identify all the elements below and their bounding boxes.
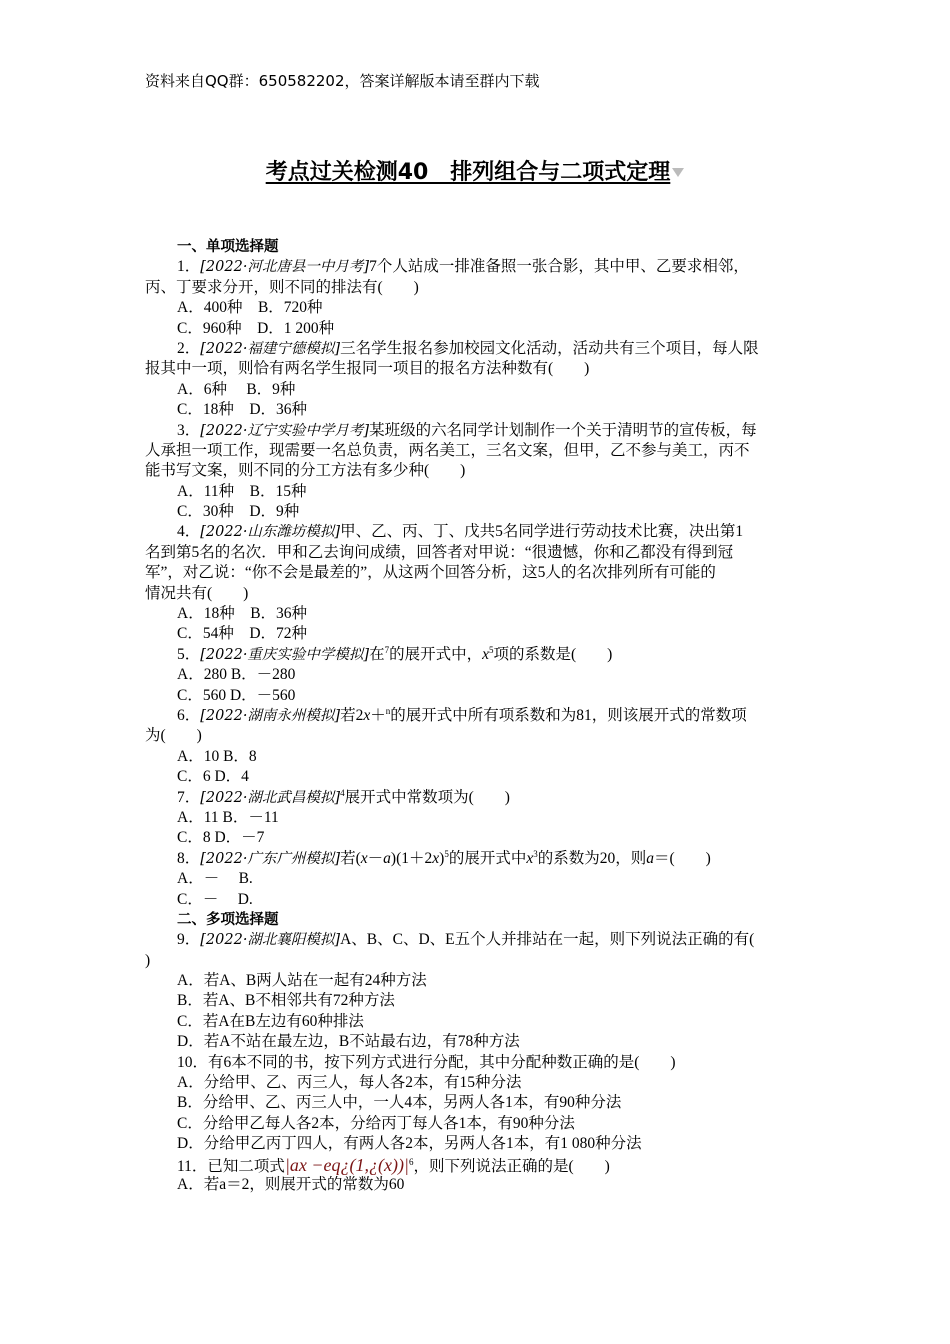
question-7 bbox=[145, 788, 807, 808]
option-line: C．960种 D．1 200种 bbox=[177, 319, 335, 337]
question-source: [2022·广东广州模拟] bbox=[200, 850, 341, 867]
option-line: C．30种 D．9种 bbox=[177, 503, 300, 521]
exponent: 3 bbox=[533, 848, 538, 859]
option-line: C．6 D．4 bbox=[177, 768, 249, 786]
question-10: 10．有6本不同的书，按下列方式进行分配，其中分配种数正确的是( ) bbox=[177, 1053, 676, 1071]
question-source: [2022·重庆实验中学模拟] bbox=[200, 646, 370, 663]
question-text: 甲、乙、丙、丁、戊共5名同学进行劳动技术比赛，决出第1 bbox=[340, 523, 744, 541]
question-11 bbox=[145, 1155, 807, 1175]
question-text-line: 能书写文案，则不同的分工方法有多少种( ) bbox=[145, 462, 466, 480]
question-source: [2022·辽宁实验中学月考] bbox=[200, 422, 370, 439]
question-number: 8． bbox=[177, 849, 201, 867]
question-text: ＋ bbox=[370, 706, 386, 724]
option-line: B．分给甲、乙、丙三人中，一人4本，另两人各1本，有90种分法 bbox=[177, 1094, 622, 1112]
variable: x bbox=[432, 849, 440, 867]
option-line: C．若A在B左边有60种排法 bbox=[177, 1012, 364, 1030]
exponent: 4 bbox=[340, 787, 345, 798]
question-text: 若( bbox=[340, 849, 361, 867]
question-text: ，则下列说法正确的是( ) bbox=[413, 1157, 610, 1175]
section-heading-multi: 二、多项选择题 bbox=[177, 911, 279, 928]
option-line: A．10 B．8 bbox=[177, 747, 257, 765]
variable: x bbox=[360, 849, 368, 867]
question-number: 7． bbox=[177, 788, 201, 806]
question-number: 5． bbox=[177, 645, 201, 663]
exponent: 5 bbox=[444, 848, 449, 859]
question-4 bbox=[145, 522, 807, 542]
question-source: [2022·湖北武昌模拟] bbox=[200, 789, 341, 806]
question-number: 4． bbox=[177, 523, 201, 541]
question-number: 3． bbox=[177, 421, 201, 439]
question-text: 在 bbox=[369, 645, 385, 663]
option-line: A．280 B．－280 bbox=[177, 666, 296, 684]
question-text-line: 人承担一项工作，现需要一名总负责，两名美工，三名文案，但甲，乙不参与美工，丙不 bbox=[145, 441, 750, 459]
question-number: 9． bbox=[177, 931, 201, 949]
question-text: ) bbox=[439, 849, 445, 867]
option-line: A．若a＝2，则展开式的常数为60 bbox=[177, 1175, 405, 1193]
question-text: )(1＋2 bbox=[390, 849, 433, 867]
option-line: C．54种 D．72种 bbox=[177, 625, 308, 643]
exponent: 5 bbox=[489, 644, 494, 655]
question-text-line: ) bbox=[145, 951, 151, 969]
exponent: 7 bbox=[384, 644, 390, 655]
variable: x bbox=[482, 645, 490, 663]
question-text: 项的系数是( ) bbox=[493, 645, 613, 663]
option-line: C．分给甲乙每人各2本，分给丙丁每人各1本，有90种分法 bbox=[177, 1114, 575, 1132]
question-number: 1． bbox=[177, 258, 201, 276]
option-line: A．11 B．－11 bbox=[177, 808, 279, 826]
collapse-triangle-icon[interactable] bbox=[672, 168, 684, 177]
variable: a bbox=[646, 849, 654, 867]
option-line: A．－ B. bbox=[177, 870, 253, 888]
question-9 bbox=[145, 930, 807, 950]
question-text: ＝( ) bbox=[653, 849, 711, 867]
question-source: [2022·湖北襄阳模拟] bbox=[200, 932, 341, 949]
question-list bbox=[145, 237, 807, 1195]
option-line: A．400种 B．720种 bbox=[177, 299, 323, 317]
question-text-line: 名到第5名的名次．甲和乙去询问成绩，回答者对甲说：“很遗憾，你和乙都没有得到冠 bbox=[145, 543, 734, 561]
header-note: 资料来自QQ群：650582202，答案详解版本请至群内下载 bbox=[145, 72, 540, 90]
question-source: [2022·山东潍坊模拟] bbox=[200, 524, 341, 541]
question-text: 的展开式中 bbox=[448, 849, 527, 867]
question-text: 7个人站成一排准备照一张合影，其中甲、乙要求相邻， bbox=[369, 258, 749, 276]
question-text: 展开式中常数项为( ) bbox=[344, 788, 510, 806]
question-3 bbox=[145, 421, 807, 441]
option-line: C．18种 D．36种 bbox=[177, 401, 308, 419]
question-text: － bbox=[367, 849, 384, 867]
question-number: 2． bbox=[177, 339, 201, 357]
question-text-line: 丙、丁要求分开，则不同的排法有( ) bbox=[145, 278, 419, 296]
exponent: n bbox=[385, 705, 391, 716]
option-line: C．8 D．－7 bbox=[177, 829, 265, 847]
option-line: D．若A不站在最左边，B不站最右边，有78种方法 bbox=[177, 1033, 520, 1051]
question-text: 的展开式中所有项系数和为81，则该展开式的常数项 bbox=[390, 706, 747, 724]
option-line: B．若A、B不相邻共有72种方法 bbox=[177, 992, 395, 1010]
question-text-line: 报其中一项，则恰有两名学生报同一项目的报名方法种数有( ) bbox=[145, 360, 590, 378]
exponent: 6 bbox=[408, 1156, 414, 1167]
question-text-line: 军”，对乙说：“你不会是最差的”，从这两个回答分析，这5人的名次排列所有可能的 bbox=[145, 564, 716, 582]
question-8 bbox=[145, 849, 807, 869]
question-source: [2022·河北唐县一中月考] bbox=[200, 259, 370, 276]
math-expression: |ax −eq¿(1,¿(x))| bbox=[284, 1154, 409, 1175]
option-line: A．11种 B．15种 bbox=[177, 482, 307, 500]
variable: x bbox=[363, 706, 371, 724]
question-text-line: 为( ) bbox=[145, 727, 202, 745]
question-text: 的系数为20，则 bbox=[537, 849, 647, 867]
option-line: D．分给甲乙丙丁四人，有两人各2本，另两人各1本，有1 080种分法 bbox=[177, 1135, 642, 1153]
question-text-line: 情况共有( ) bbox=[145, 584, 249, 602]
option-line: A．18种 B．36种 bbox=[177, 605, 308, 623]
question-2 bbox=[145, 339, 807, 359]
option-line: C．560 D．－560 bbox=[177, 686, 296, 704]
title-text: 考点过关检测40 排列组合与二项式定理 bbox=[265, 160, 671, 185]
question-text: 11．已知二项式 bbox=[177, 1157, 285, 1175]
option-line: A．6种 B．9种 bbox=[177, 380, 296, 398]
question-text: 某班级的六名同学计划制作一个关于清明节的宣传板，每 bbox=[369, 421, 757, 439]
option-line: A．若A、B两人站在一起有24种方法 bbox=[177, 972, 427, 990]
option-line: C．－ D. bbox=[177, 890, 253, 908]
section-heading-single: 一、单项选择题 bbox=[177, 239, 279, 255]
variable: a bbox=[383, 849, 391, 867]
question-text: 三名学生报名参加校园文化活动，活动共有三个项目，每人限 bbox=[340, 339, 759, 357]
question-6 bbox=[145, 706, 807, 726]
question-source: [2022·福建宁德模拟] bbox=[200, 340, 341, 357]
page-title bbox=[0, 155, 950, 186]
question-text: 若2 bbox=[340, 706, 364, 724]
question-1 bbox=[145, 257, 807, 277]
variable: x bbox=[526, 849, 534, 867]
question-text: A、B、C、D、E五个人并排站在一起，则下列说法正确的有( bbox=[340, 931, 755, 949]
question-source: [2022·湖南永州模拟] bbox=[200, 707, 341, 724]
option-line: A．分给甲、乙、丙三人，每人各2本，有15种分法 bbox=[177, 1074, 522, 1092]
question-5 bbox=[145, 645, 807, 665]
question-number: 6． bbox=[177, 706, 201, 724]
question-text: 的展开式中， bbox=[389, 645, 483, 663]
